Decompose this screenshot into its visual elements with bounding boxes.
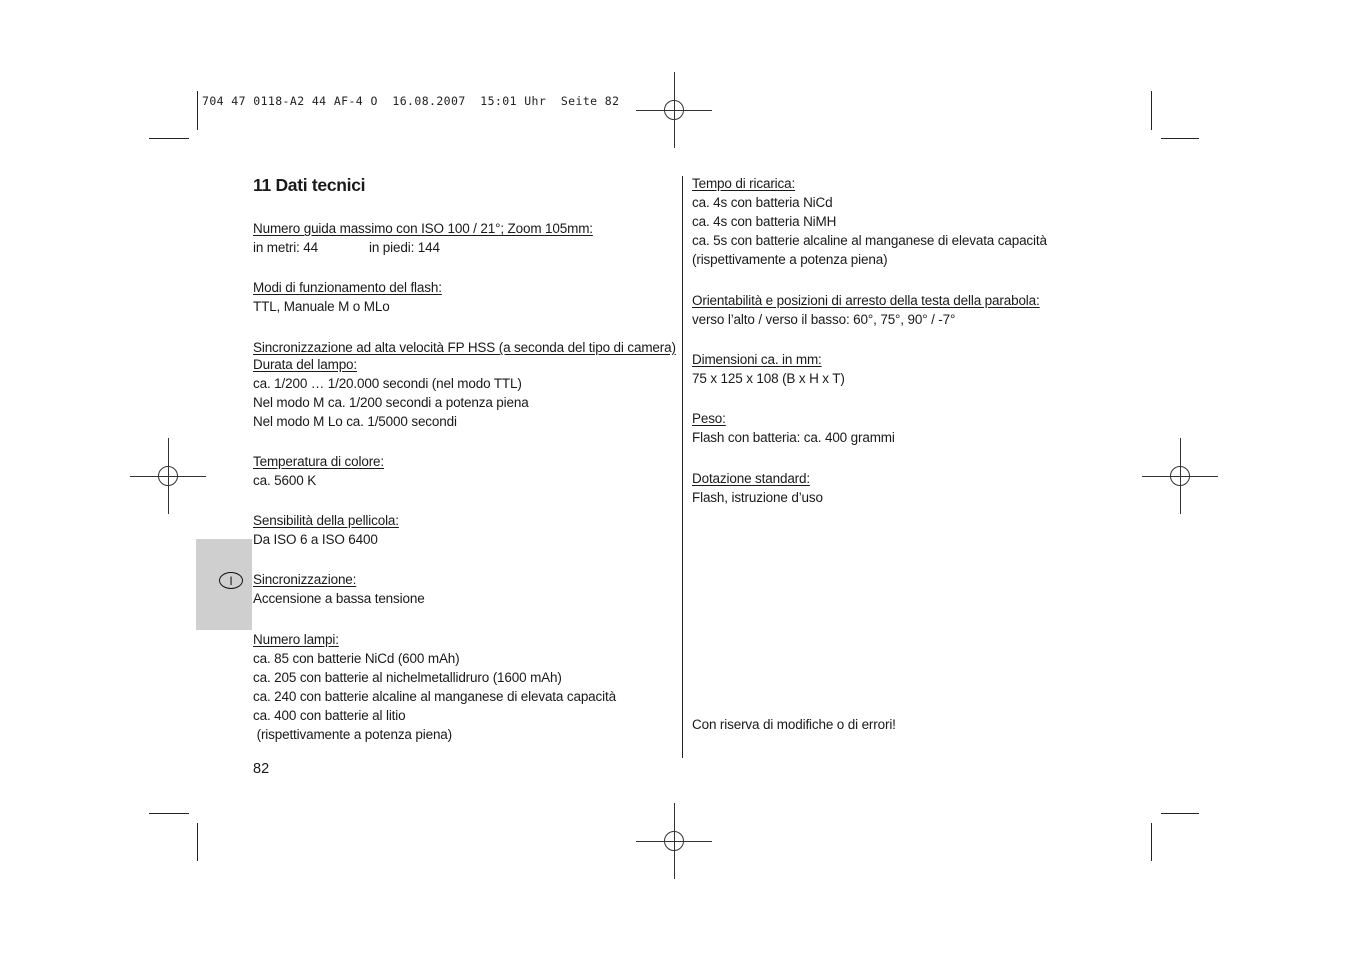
- spec-value: ca. 4s con batteria NiCd: [692, 195, 833, 210]
- spec-value: Flash, istruzione d’uso: [692, 490, 823, 505]
- page-number: 82: [253, 761, 270, 777]
- spec-weight: [692, 409, 895, 447]
- guide-number-metres: in metri: 44: [253, 240, 318, 255]
- section-title: 11 Dati tecnici: [253, 175, 366, 195]
- spec-value: ca. 1/200 … 1/20.000 secondi (nel modo TTL): [253, 376, 522, 391]
- registration-mark-top: [636, 72, 712, 148]
- spec-recycling-time: [692, 174, 1047, 269]
- column-divider: [682, 176, 683, 758]
- spec-value: Flash con batteria: ca. 400 grammi: [692, 430, 895, 445]
- language-badge: [219, 572, 243, 589]
- spec-label: Dotazione standard:: [692, 471, 810, 486]
- crop-mark: [149, 138, 189, 139]
- spec-value: ca. 5s con batterie alcaline al manganese di elevata capacità: [692, 233, 1047, 248]
- spec-label: Numero lampi:: [253, 632, 339, 647]
- spec-label: Temperatura di colore:: [253, 454, 385, 469]
- spec-value: ca. 240 con batterie alcaline al manganese di elevata capacità: [253, 689, 616, 704]
- spec-flash-modes: [253, 278, 442, 316]
- disclaimer: [692, 715, 896, 734]
- spec-label: Tempo di ricarica:: [692, 176, 796, 191]
- spec-reflector-swivel: [692, 291, 1040, 329]
- spec-dimensions: [692, 350, 845, 388]
- spec-value: 75 x 125 x 108 (B x H x T): [692, 371, 845, 386]
- spec-film-speed: [253, 511, 399, 549]
- guide-number-feet: in piedi: 144: [369, 240, 440, 255]
- printer-slug: 704 47 0118-A2 44 AF-4 O 16.08.2007 15:01 Uhr Seite 82: [202, 94, 620, 108]
- spec-value: ca. 400 con batterie al litio: [253, 708, 406, 723]
- spec-value: TTL, Manuale M o MLo: [253, 299, 390, 314]
- crop-mark: [1151, 91, 1152, 130]
- crop-mark: [1161, 138, 1199, 139]
- spec-label: Numero guida massimo con ISO 100 / 21°; Zoom 105mm:: [253, 221, 593, 236]
- spec-flash-duration: [253, 338, 676, 431]
- crop-mark: [197, 91, 198, 130]
- spec-label: Orientabilità e posizioni di arresto della testa della parabola:: [692, 293, 1040, 308]
- spec-standard-equipment: [692, 469, 823, 507]
- language-code: I: [229, 573, 233, 588]
- spec-value: ca. 5600 K: [253, 473, 317, 488]
- crop-mark: [197, 823, 198, 861]
- spec-value: Nel modo M Lo ca. 1/5000 secondi: [253, 414, 457, 429]
- spec-value: (rispettivamente a potenza piena): [692, 252, 888, 267]
- spec-value: ca. 205 con batterie al nichelmetallidruro (1600 mAh): [253, 670, 562, 685]
- spec-value: (rispettivamente a potenza piena): [253, 727, 453, 742]
- spec-label: Dimensioni ca. in mm:: [692, 352, 822, 367]
- crop-mark: [1161, 813, 1199, 814]
- spec-value: ca. 4s con batteria NiMH: [692, 214, 837, 229]
- spec-label: Modi di funzionamento del flash:: [253, 280, 442, 295]
- spec-colour-temperature: [253, 452, 384, 490]
- spec-number-of-flashes: [253, 630, 616, 744]
- spec-value: [253, 238, 593, 257]
- spec-value: Accensione a bassa tensione: [253, 591, 425, 606]
- spec-guide-number: [253, 219, 593, 257]
- disclaimer-text: Con riserva di modifiche o di errori!: [692, 717, 896, 732]
- spec-label: Sincronizzazione:: [253, 572, 357, 587]
- spec-value: ca. 85 con batterie NiCd (600 mAh): [253, 651, 460, 666]
- spec-value: verso l’alto / verso il basso: 60°, 75°, 90° / -7°: [692, 312, 956, 327]
- spec-synchronisation: [253, 570, 425, 608]
- spec-label: Durata del lampo:: [253, 357, 358, 372]
- spec-value: Da ISO 6 a ISO 6400: [253, 532, 378, 547]
- spec-label: Sincronizzazione ad alta velocità FP HSS (a seconda del tipo di camera): [253, 340, 676, 355]
- registration-mark-left: [130, 438, 206, 514]
- spec-label: Peso:: [692, 411, 726, 426]
- crop-mark: [149, 813, 189, 814]
- registration-mark-right: [1142, 438, 1218, 514]
- crop-mark: [1151, 823, 1152, 861]
- spec-label: Sensibilità della pellicola:: [253, 513, 399, 528]
- spec-value: Nel modo M ca. 1/200 secondi a potenza piena: [253, 395, 529, 410]
- registration-mark-bottom: [636, 803, 712, 879]
